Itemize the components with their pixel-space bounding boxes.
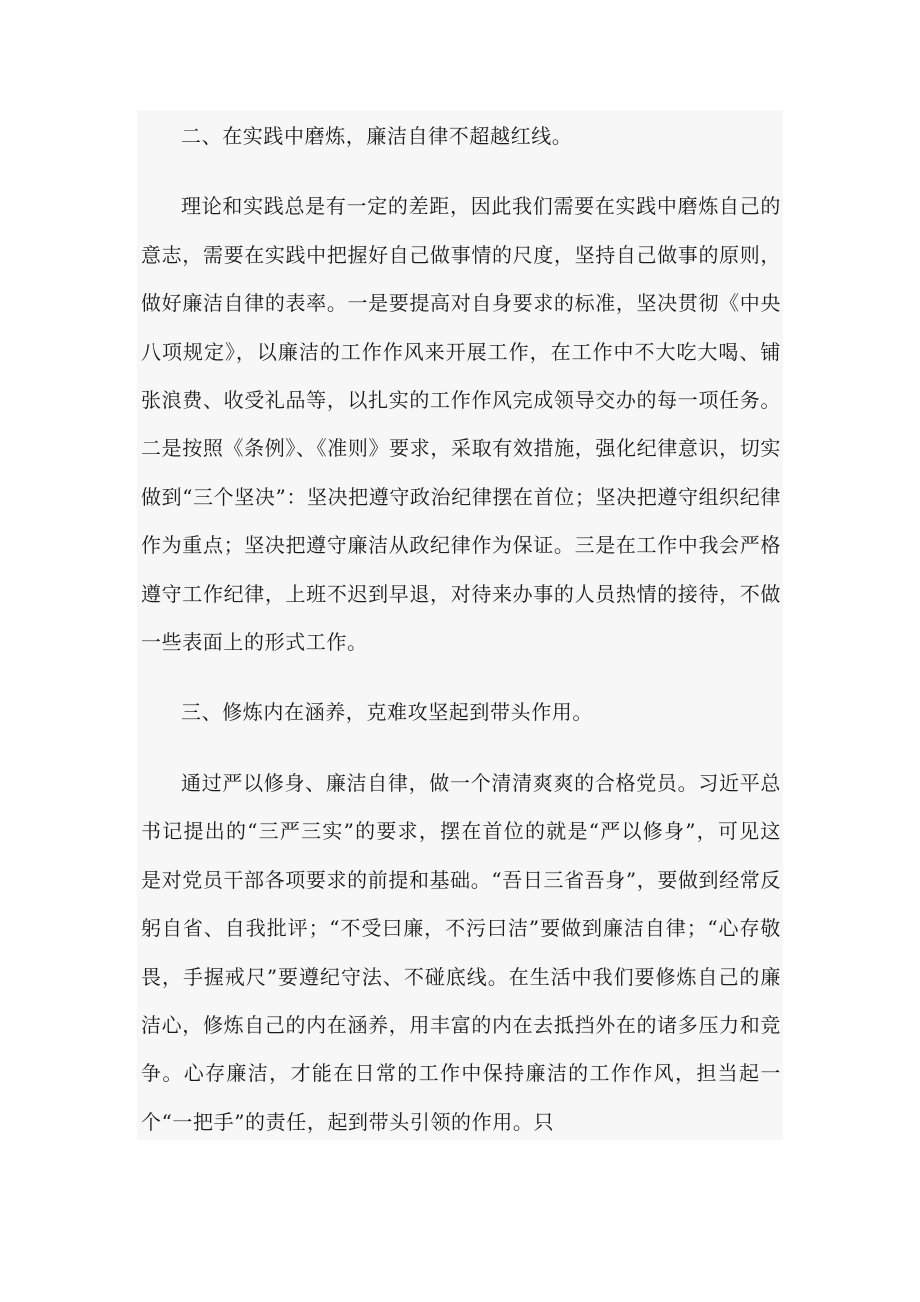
section-paragraph-3: 通过严以修身、廉洁自律，做一个清清爽爽的合格党员。习近平总书记提出的“三严三实”的要求，摆在首位的就是“严以修身”，可见这是对党员干部各项要求的前提和基础。“吾日三省吾身”，要做到经常反躬自省、自我批评；“不受曰廉，不污曰洁”要做到廉洁自律；“心存敬畏，手握戒尺”要遵纪守法、不碰底线。在生活中我们要修炼自己的廉洁心，修炼自己的内在涵养，用丰富的内在去抵挡外在的诸多压力和竞争。心存廉洁，才能在日常的工作中保持廉洁的工作作风，担当起一个“一把手”的责任，起到带头引领的作用。只 bbox=[141, 770, 781, 1134]
section-heading-3: 三、修炼内在涵养，克难攻坚起到带头作用。 bbox=[181, 700, 593, 725]
section-paragraph-2: 理论和实践总是有一定的差距，因此我们需要在实践中磨炼自己的意志，需要在实践中把握好自己做事情的尺度，坚持自己做事的原则，做好廉洁自律的表率。一是要提高对自身要求的标准，坚决贯彻《中央八项规定》，以廉洁的工作作风来开展工作，在工作中不大吃大喝、铺张浪费、收受礼品等，以扎实的工作作风完成领导交办的每一项任务。二是按照《条例》、《准则》要求，采取有效措施，强化纪律意识，切实做到“三个坚决”：坚决把遵守政治纪律摆在首位；坚决把遵守组织纪律作为重点；坚决把遵守廉洁从政纪律作为保证。三是在工作中我会严格遵守工作纪律，上班不迟到早退，对待来办事的人员热情的接待，不做一些表面上的形式工作。 bbox=[141, 194, 781, 655]
document-body bbox=[141, 112, 781, 1146]
section-heading-2: 二、在实践中磨炼，廉洁自律不超越红线。 bbox=[181, 124, 573, 148]
